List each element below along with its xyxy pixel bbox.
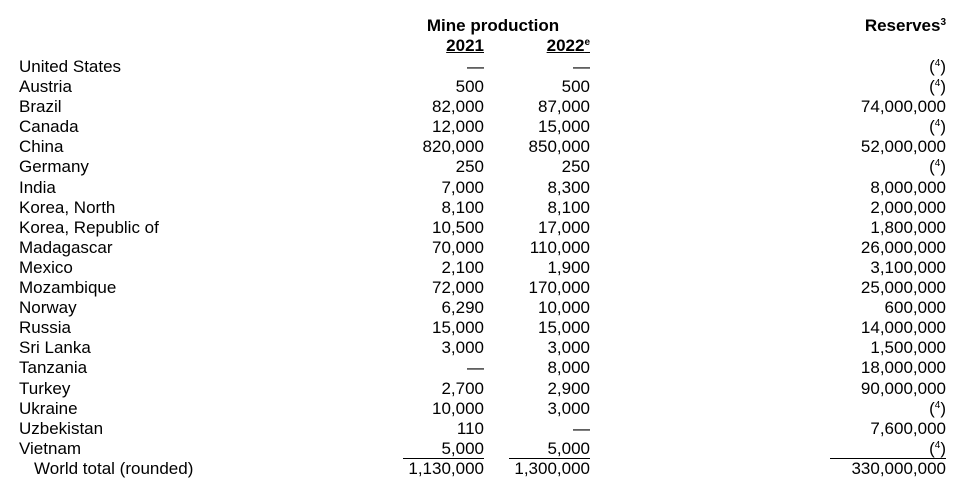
production-2022-cell: 170,000 (528, 278, 590, 298)
total-rule-reserves (830, 458, 946, 459)
table-row (0, 77, 975, 97)
production-2021-cell: 6,290 (441, 298, 484, 318)
reserves-cell (770, 258, 946, 278)
world-total-reserves: 330,000,000 (851, 458, 946, 478)
country-cell: Korea, North (19, 197, 116, 217)
production-2022-cell: 110,000 (529, 237, 590, 257)
reserves-cell (770, 358, 946, 378)
production-2021-cell: 5,000 (441, 438, 484, 458)
country-cell: Norway (19, 298, 77, 318)
country-cell: Mozambique (19, 278, 117, 298)
production-2022-cell: 10,000 (538, 298, 590, 318)
reserves-value: ( (929, 57, 935, 76)
country-cell: India (19, 177, 56, 197)
country-cell: Uzbekistan (19, 418, 104, 438)
production-2022-cell: 87,000 (538, 97, 590, 117)
country-cell: Germany (19, 157, 89, 177)
reserves-value: 14,000,000 (860, 318, 946, 338)
country-cell: Austria (19, 77, 72, 97)
production-2021-cell: 820,000 (422, 137, 484, 157)
production-2021-cell: 250 (455, 157, 484, 177)
production-2021-cell: 15,000 (432, 318, 484, 338)
reserves-value: 90,000,000 (860, 378, 946, 398)
production-2021-cell: 110 (456, 418, 484, 438)
reserves-value: ( (929, 77, 935, 97)
reserves-cell (770, 318, 946, 338)
table-row (0, 178, 975, 198)
production-2022-cell: 8,100 (547, 197, 590, 217)
world-total-row (0, 459, 975, 479)
production-2021-cell: 10,500 (432, 217, 484, 237)
production-2022-cell: 3,000 (547, 338, 590, 358)
reserves-value: ( (929, 438, 935, 458)
reserves-value: 25,000,000 (860, 278, 946, 298)
reserves-cell (770, 57, 946, 77)
country-cell: Sri Lanka (19, 338, 91, 358)
country-cell: Mexico (19, 257, 73, 277)
reserves-value: 1,500,000 (870, 338, 946, 358)
country-cell: Brazil (19, 97, 62, 117)
production-2022-cell: 8,000 (547, 358, 590, 378)
reserves-cell (770, 97, 946, 117)
production-2021-cell: — (467, 358, 484, 378)
production-2021-cell: 12,000 (432, 117, 484, 137)
reserves-cell (770, 157, 946, 177)
reserves-cell (770, 77, 946, 97)
reserves-cell (770, 298, 946, 318)
production-2022-cell: 2,900 (547, 378, 590, 398)
production-2022-cell: 5,000 (547, 438, 590, 458)
reserves-value-end: ) (940, 157, 946, 177)
reserves-cell (770, 218, 946, 238)
reserves-value: 18,000,000 (860, 358, 946, 378)
total-rule-2022 (509, 458, 590, 459)
production-2022-cell: 8,300 (547, 177, 590, 197)
country-cell: Vietnam (19, 438, 82, 458)
country-cell: Tanzania (19, 358, 88, 378)
reserves-value: 74,000,000 (860, 97, 946, 117)
table-row (0, 238, 975, 258)
world-total-label: World total (rounded) (34, 458, 194, 478)
production-2022-cell: 3,000 (547, 398, 590, 418)
production-2022-cell: 15,000 (538, 318, 590, 338)
reserves-value: 2,000,000 (870, 197, 946, 217)
reserves-cell (770, 278, 946, 298)
production-2021-cell: 70,000 (432, 237, 484, 257)
production-2021-cell: 2,700 (441, 378, 484, 398)
production-2021-cell: 500 (455, 77, 484, 97)
world-total-2021: 1,130,000 (408, 458, 484, 478)
table-row (0, 338, 975, 358)
table-row (0, 117, 975, 137)
reserves-cell (770, 137, 946, 157)
table-row (0, 97, 975, 117)
reserves-value-end: ) (940, 57, 946, 76)
table-body (0, 57, 975, 479)
production-2021-cell: 8,100 (441, 197, 484, 217)
reserves-cell (770, 439, 946, 459)
total-rule-2021 (403, 458, 484, 459)
reserves-value: ( (929, 157, 935, 177)
production-2021-cell: 3,000 (441, 338, 484, 358)
table-row (0, 399, 975, 419)
reserves-value: 7,600,000 (870, 418, 946, 438)
table-row (0, 379, 975, 399)
table-row (0, 419, 975, 439)
year-2022-label: 2022 (546, 36, 585, 55)
country-cell: China (19, 137, 64, 157)
production-2022-cell: 850,000 (528, 137, 590, 157)
production-2021-cell: 72,000 (432, 278, 484, 298)
country-cell: Turkey (19, 378, 71, 398)
production-2021-cell: — (467, 57, 484, 76)
production-2022-cell: 250 (561, 157, 590, 177)
reserves-value-end: ) (940, 398, 946, 418)
reserves-value-end: ) (940, 438, 946, 458)
table-row (0, 258, 975, 278)
table-row (0, 157, 975, 177)
table-row (0, 218, 975, 238)
country-cell: Canada (19, 117, 79, 137)
reserves-cell (770, 238, 946, 258)
reserves-cell (770, 198, 946, 218)
country-cell: Madagascar (19, 237, 113, 257)
reserves-value: 3,100,000 (870, 257, 946, 277)
reserves-cell (770, 338, 946, 358)
country-cell: Ukraine (19, 398, 78, 418)
footnote-ref: 4 (934, 78, 941, 90)
reserves-value: 26,000,000 (860, 237, 946, 257)
production-2021-cell: 10,000 (432, 398, 484, 418)
table-row (0, 57, 975, 77)
reserves-value: 8,000,000 (870, 177, 946, 197)
production-2022-cell: 1,900 (547, 257, 590, 277)
footnote-ref: 4 (934, 118, 941, 130)
footnote-ref: 4 (934, 399, 941, 411)
mine-production-heading: Mine production (426, 16, 560, 35)
reserves-cell (770, 379, 946, 399)
reserves-cell (770, 399, 946, 419)
reserves-cell (770, 178, 946, 198)
production-2022-cell: — (573, 418, 590, 438)
production-2022-cell: 17,000 (538, 217, 590, 237)
reserves-footnote-ref: 3 (940, 17, 946, 28)
table-row (0, 318, 975, 338)
production-2021-cell: 82,000 (432, 97, 484, 117)
reserves-value-end: ) (940, 77, 946, 97)
footnote-ref: 4 (934, 58, 941, 69)
country-cell: Korea, Republic of (19, 217, 159, 237)
year-2021-heading: 2021 (446, 36, 484, 55)
production-2022-cell: — (573, 57, 590, 76)
reserves-value: 1,800,000 (870, 217, 946, 237)
country-cell: United States (19, 57, 122, 76)
world-total-2022: 1,300,000 (514, 458, 590, 478)
production-2022-cell: 500 (561, 77, 590, 97)
year-2022-heading (500, 36, 590, 56)
footnote-ref: 4 (934, 158, 941, 170)
table-row (0, 358, 975, 378)
estimate-superscript: e (584, 37, 590, 48)
reserves-label: Reserves (864, 16, 941, 35)
reserves-cell (770, 117, 946, 137)
production-2022-cell: 15,000 (538, 117, 590, 137)
table-row (0, 278, 975, 298)
table-row (0, 298, 975, 318)
production-2021-cell: 7,000 (441, 177, 484, 197)
reserves-value: 600,000 (884, 298, 946, 318)
table-row (0, 439, 975, 459)
reserves-value: ( (929, 117, 935, 137)
table-row (0, 137, 975, 157)
reserves-value: ( (929, 398, 935, 418)
country-cell: Russia (19, 318, 71, 338)
production-2021-cell: 2,100 (441, 257, 484, 277)
reserves-cell (770, 419, 946, 439)
table-row (0, 198, 975, 218)
reserves-value-end: ) (940, 117, 946, 137)
reserves-heading (780, 16, 946, 36)
reserves-value: 52,000,000 (860, 137, 946, 157)
footnote-ref: 4 (934, 439, 941, 451)
